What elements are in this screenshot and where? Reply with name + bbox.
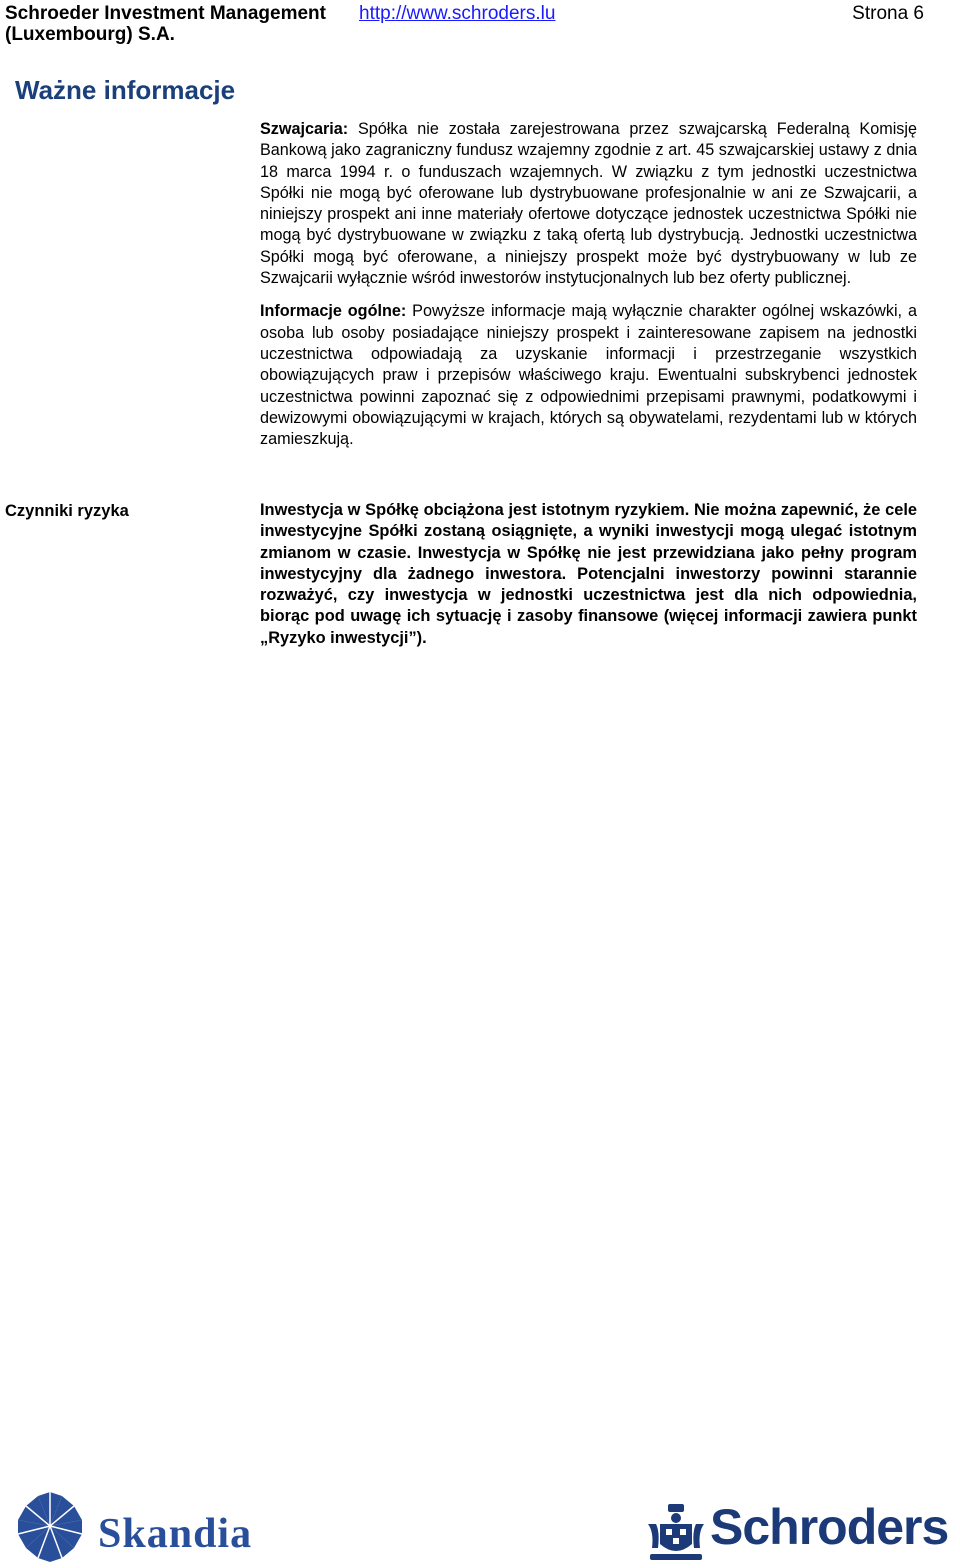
header-url-link[interactable]: http://www.schroders.lu bbox=[359, 3, 556, 24]
page-number: Strona 6 bbox=[852, 3, 924, 24]
skandia-logo bbox=[10, 1488, 253, 1564]
schroders-crest-icon bbox=[646, 1502, 706, 1566]
schroders-wordmark: Schroders bbox=[710, 1499, 949, 1555]
skandia-umbrella-icon bbox=[10, 1488, 90, 1564]
general-paragraph bbox=[260, 301, 917, 450]
main-content bbox=[260, 119, 917, 450]
footer-logos bbox=[0, 1488, 960, 1566]
risk-section-label: Czynniki ryzyka bbox=[5, 502, 129, 520]
switzerland-paragraph bbox=[260, 119, 917, 289]
skandia-wordmark: Skandia bbox=[98, 1511, 253, 1557]
page-title: Ważne informacje bbox=[15, 75, 236, 105]
risk-paragraph: Inwestycja w Spółkę obciążona jest istotnym ryzykiem. Nie można zapewnić, że cele inwestycyjne Spółki zostaną osiągnięte, a wyniki inwestycji mogą ulegać istotnym zmianom w czasie. Inwestycja w Spółkę nie jest przewidziana jako pełny program inwestycyjny dla żadnego inwestora. Potencjalni inwestorzy powinni starannie rozważyć, czy inwestycja w jednostki uczestnictwa jest dla nich odpowiednia, biorąc pod uwagę ich sytuację i zasoby finansowe (więcej informacji zawiera punkt „Ryzyko inwestycji”). bbox=[260, 501, 917, 647]
general-text: Powyższe informacje mają wyłącznie charakter ogólnej wskazówki, a osoba lub osoby posiadające niniejszy prospekt i zainteresowane zapisem na jednostki uczestnictwa odpowiadają za uzyskanie informacji i przestrzeganie wszystkich obowiązujących praw i przepisów właściwego kraju. Ewentualni subskrybenci jednostek uczestnictwa powinni zapoznać się z odpowiednimi przepisami prawnymi, podatkowymi i dewizowymi obowiązującymi w krajach, których są obywatelami, rezydentami lub w których zamieszkują. bbox=[260, 302, 917, 449]
switzerland-text: Spółka nie została zarejestrowana przez szwajcarską Federalną Komisję Bankową jako zagraniczny fundusz wzajemny zgodnie z art. 45 szwajcarskiej ustawy z dnia 18 marca 1994 r. o funduszach wzajemnych. W związku z tym jednostki uczestnictwa Spółki nie mogą być oferowane lub dystrybuowane profesjonalnie w ani ze Szwajcarii, a niniejszy prospekt ani inne materiały ofertowe dotyczące jednostek uczestnictwa Spółki nie mogą być dystrybuowane w związku z taką ofertą lub dystrybucją. Jednostki uczestnictwa Spółki mogą być oferowane, a niniejszy prospekt może być dystrybuowany w lub ze Szwajcarii wyłącznie wśród inwestorów instytucjonalnych lub bez oferty publicznej. bbox=[260, 120, 917, 288]
header-company: Schroeder Investment Management (Luxembourg) S.A. bbox=[5, 3, 326, 45]
general-label: Informacje ogólne: bbox=[260, 302, 407, 321]
switzerland-label: Szwajcaria: bbox=[260, 120, 349, 138]
